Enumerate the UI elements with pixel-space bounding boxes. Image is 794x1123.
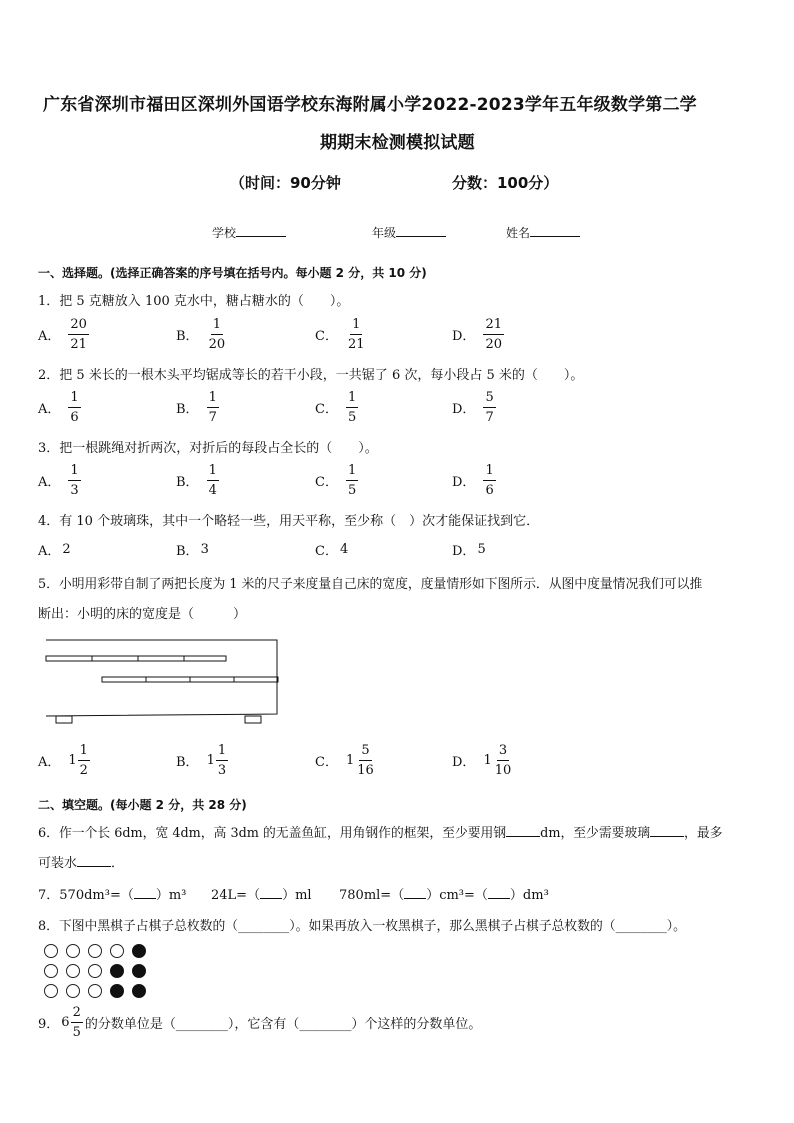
q3-text: 3．把一根跳绳对折两次，对折后的每段占全长的（ ）。 (38, 441, 378, 456)
grade-label: 年级 (372, 226, 397, 240)
name-label: 姓名 (506, 226, 531, 240)
q6-text-4: 可装水 (38, 856, 78, 871)
q5-option-c[interactable] (315, 744, 376, 777)
mixed-number: 1 $\frac{5}{16}$ (345, 743, 374, 778)
q4-text: 4．有 10 个玻璃珠，其中一个略轻一些，用天平称，至少称（ ）次才能保证找到它． (38, 514, 540, 529)
option-label: A． (38, 544, 61, 559)
q7-part-c: 780ml=（ ）cm³=（ ）dm³ (339, 888, 549, 903)
q3-option-c[interactable] (315, 464, 358, 497)
option-value: 2 (62, 542, 71, 557)
q5-text-line1: 5．小明用彩带自制了两把长度为 1 米的尺子来度量自己床的宽度，度量情形如下图所示．从图中度量情况我们可以推 (38, 577, 703, 592)
q9-text: 的分数单位是（________），它含有（________）个这样的分数单位。 (84, 1017, 482, 1032)
q1-text: 1．把 5 克糖放入 100 克水中，糖占糖水的（ ）。 (38, 294, 350, 309)
q1-option-b[interactable] (176, 318, 227, 351)
fraction: $\frac{1}{4}$ (208, 463, 217, 498)
white-stone (44, 964, 58, 978)
q1-option-a[interactable] (38, 318, 89, 351)
q7-blank-c[interactable] (404, 886, 426, 899)
q2-option-a[interactable] (38, 391, 81, 424)
exam-score: 分数：100分） (452, 174, 559, 192)
q2-text: 2．把 5 米长的一根木头平均锯成等长的若干小段，一共锯了 6 次，每小段占 5 米的（ ）。 (38, 368, 584, 383)
q4-option-d[interactable] (452, 540, 486, 559)
q7-blank-d[interactable] (488, 886, 510, 899)
name-field[interactable] (506, 224, 580, 241)
q3-option-a[interactable] (38, 464, 81, 497)
q7-part-b: 24L=（ ）ml (211, 888, 312, 903)
fraction: $\frac{21}{20}$ (485, 317, 502, 352)
black-stone (110, 964, 124, 978)
q5-text-line2: 断出：小明的床的宽度是（ ） (38, 607, 247, 622)
q7-blank-b[interactable] (260, 886, 282, 899)
black-stone (110, 984, 124, 998)
white-stone (66, 984, 80, 998)
option-label: C． (315, 402, 338, 417)
option-label: D． (452, 475, 476, 490)
q5-option-a[interactable] (38, 744, 90, 777)
q9-line (38, 1006, 481, 1039)
option-value: 4 (339, 542, 349, 557)
q2-option-d[interactable] (452, 391, 496, 424)
fraction: $\frac{1}{5}$ (347, 463, 357, 498)
black-stone (132, 944, 146, 958)
section1-heading: 一、选择题。(选择正确答案的序号填在括号内。每小题 2 分，共 10 分) (38, 266, 427, 280)
bed-leg-left (56, 716, 72, 723)
white-stone (66, 964, 80, 978)
q6-blank-glass[interactable] (650, 824, 684, 837)
option-label: B． (176, 475, 199, 490)
option-label: A． (38, 475, 61, 490)
option-label: D． (452, 402, 476, 417)
school-field[interactable] (212, 224, 286, 241)
q7-blank-a[interactable] (134, 886, 156, 899)
exam-time: （时间：90分钟 (230, 174, 341, 192)
option-label: B． (176, 544, 199, 559)
fraction: $\frac{5}{7}$ (485, 390, 494, 425)
q6-line1 (38, 822, 722, 841)
q1-option-c[interactable] (315, 318, 367, 351)
mixed-number: 1 $\frac{3}{10}$ (483, 743, 512, 778)
option-label: B． (176, 402, 199, 417)
black-stone (132, 964, 146, 978)
option-label: C． (315, 544, 338, 559)
q6-text-1: 6．作一个长 6dm，宽 4dm，高 3dm 的无盖鱼缸，用角钢作的框架，至少要用钢 (38, 826, 507, 841)
fraction: $\frac{1}{6}$ (70, 390, 79, 425)
q2-option-c[interactable] (315, 391, 358, 424)
white-stone (44, 944, 58, 958)
black-stone (132, 984, 146, 998)
q6-blank-steel[interactable] (506, 824, 540, 837)
q6-text-3: ，最多 (684, 826, 723, 841)
section2-heading: 二、填空题。(每小题 2 分，共 28 分) (38, 798, 247, 812)
white-stone (66, 944, 80, 958)
q4-option-c[interactable] (315, 540, 348, 559)
fraction: $\frac{1}{21}$ (347, 317, 365, 352)
chess-stone-grid (44, 944, 154, 998)
ruler-top (46, 656, 226, 661)
q4-option-a[interactable] (38, 540, 71, 559)
mixed-number: 1 $\frac{1}{2}$ (68, 743, 88, 778)
fraction: $\frac{1}{6}$ (485, 463, 494, 498)
white-stone (88, 944, 102, 958)
q9-prefix: 9． (38, 1017, 60, 1032)
white-stone (88, 984, 102, 998)
q1-option-d[interactable] (452, 318, 504, 351)
option-value: 5 (477, 542, 486, 557)
grade-field[interactable] (372, 224, 446, 241)
fraction: $\frac{1}{20}$ (208, 317, 226, 352)
option-label: A． (38, 329, 61, 344)
option-label: B． (176, 329, 199, 344)
page-title-line2: 期期末检测模拟试题 (320, 133, 475, 153)
q4-option-b[interactable] (176, 540, 209, 559)
option-label: A． (38, 402, 61, 417)
q5-option-b[interactable] (176, 744, 228, 777)
q7-part-a: 7．570dm³=（ ）m³ (38, 888, 187, 903)
fraction: $\frac{1}{5}$ (347, 390, 357, 425)
fraction: $\frac{1}{3}$ (70, 463, 79, 498)
q3-option-d[interactable] (452, 464, 496, 497)
page-title-line1: 广东省深圳市福田区深圳外国语学校东海附属小学2022-2023学年五年级数学第二学 (43, 95, 697, 115)
option-label: D． (452, 755, 476, 770)
q6-text-2: dm，至少需要玻璃 (540, 826, 651, 841)
q3-option-b[interactable] (176, 464, 219, 497)
bed-leg-right (245, 716, 261, 723)
q2-option-b[interactable] (176, 391, 219, 424)
school-label: 学校 (212, 226, 237, 240)
fraction: $\frac{20}{21}$ (70, 317, 87, 352)
q6-blank-water[interactable] (77, 854, 111, 867)
q6-line2 (38, 852, 124, 871)
white-stone (44, 984, 58, 998)
bed-outline (46, 640, 277, 716)
option-label: C． (315, 329, 338, 344)
q8-text: 8．下图中黑棋子占棋子总枚数的（________）。如果再放入一枚黑棋子，那么黑棋子占棋子总枚数的（________）。 (38, 919, 686, 934)
option-label: D． (452, 544, 476, 559)
option-value: 3 (200, 542, 209, 557)
q9-mixed-number: 6 $\frac{2}{5}$ (61, 1005, 81, 1040)
bed-measure-diagram (40, 636, 290, 726)
q6-text-5: ． (111, 856, 125, 871)
option-label: A． (38, 755, 61, 770)
option-label: C． (315, 475, 338, 490)
white-stone (110, 944, 124, 958)
white-stone (88, 964, 102, 978)
q5-option-d[interactable] (452, 744, 513, 777)
option-label: B． (176, 755, 199, 770)
option-label: C． (315, 755, 338, 770)
mixed-number: 1 $\frac{1}{3}$ (206, 743, 227, 778)
fraction: $\frac{1}{7}$ (208, 390, 217, 425)
option-label: D． (452, 329, 476, 344)
